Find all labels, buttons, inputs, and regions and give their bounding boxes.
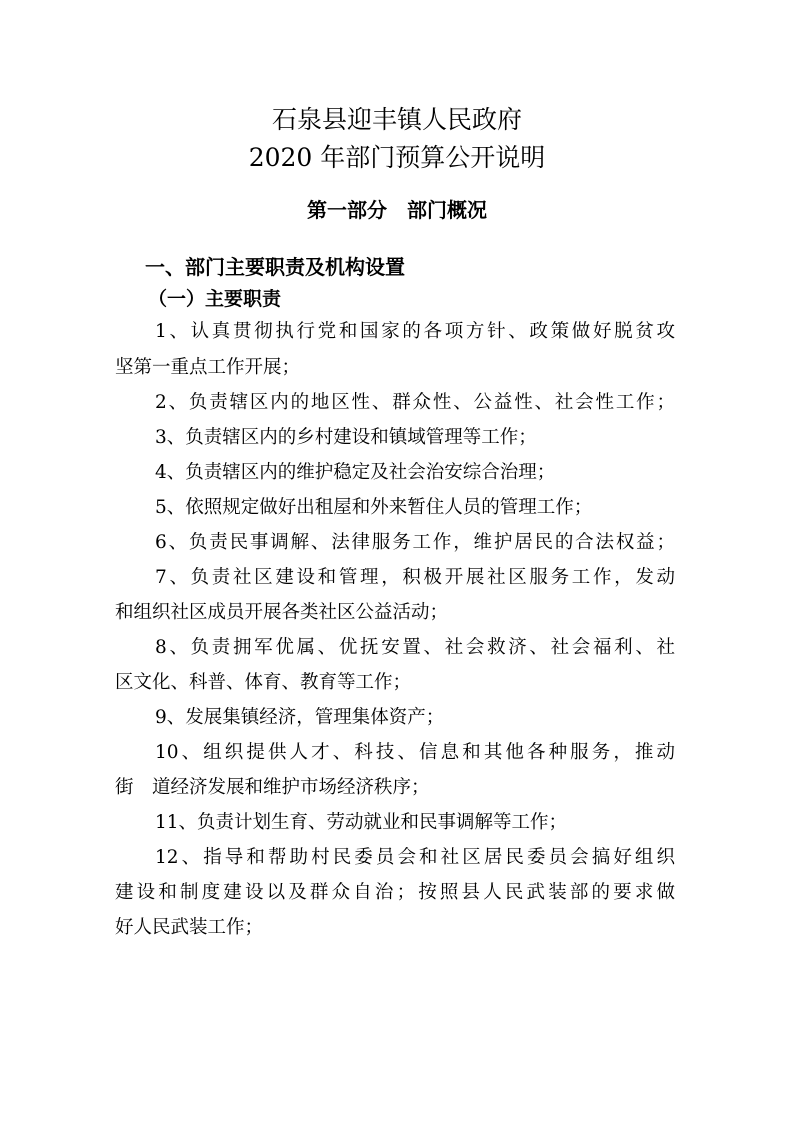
- duty-line: 和组织社区成员开展各类社区公益活动；: [115, 602, 449, 623]
- duty-line: 3、负责辖区内的乡村建设和镇域管理等工作；: [155, 427, 537, 448]
- duty-line: 7、负责社区建设和管理，积极开展社区服务工作，发动: [155, 567, 675, 588]
- duty-line: 11、负责计划生育、劳动就业和民事调解等工作；: [155, 812, 568, 833]
- section-heading: 一、部门主要职责及机构设置: [145, 255, 405, 279]
- duty-line: 1、认真贯彻执行党和国家的各项方针、政策做好脱贫攻: [155, 321, 675, 342]
- duty-line: 12、指导和帮助村民委员会和社区居民委员会搞好组织: [155, 847, 675, 868]
- duty-line: 好人民武装工作；: [115, 917, 264, 938]
- subsection-heading: （一）主要职责: [148, 288, 282, 310]
- duty-line: 2、负责辖区内的地区性、群众性、公益性、社会性工作；: [155, 392, 675, 413]
- duty-line: 区文化、科普、体育、教育等工作；: [115, 672, 412, 693]
- document-title-line-2: 2020 年部门预算公开说明: [248, 143, 546, 172]
- document-title-line-1: 石泉县迎丰镇人民政府: [271, 105, 522, 134]
- duty-line: 坚第一重点工作开展；: [115, 357, 301, 378]
- duty-line: 6、负责民事调解、法律服务工作，维护居民的合法权益；: [155, 532, 675, 553]
- duty-line: 建设和制度建设以及群众自治；按照县人民武装部的要求做: [115, 882, 675, 903]
- duty-line: 8、负责拥军优属、优抚安置、社会救济、社会福利、社: [155, 637, 675, 658]
- duty-line: 4、负责辖区内的维护稳定及社会治安综合治理；: [155, 462, 556, 483]
- part-heading: 第一部分 部门概况: [307, 198, 487, 222]
- duty-line: 5、依照规定做好出租屋和外来暂住人员的管理工作；: [155, 497, 593, 518]
- duty-line: 9、发展集镇经济，管理集体资产；: [155, 707, 445, 728]
- duty-line: 街 道经济发展和维护市场经济秩序；: [115, 777, 430, 798]
- duty-line: 10、组织提供人才、科技、信息和其他各种服务，推动: [155, 742, 675, 763]
